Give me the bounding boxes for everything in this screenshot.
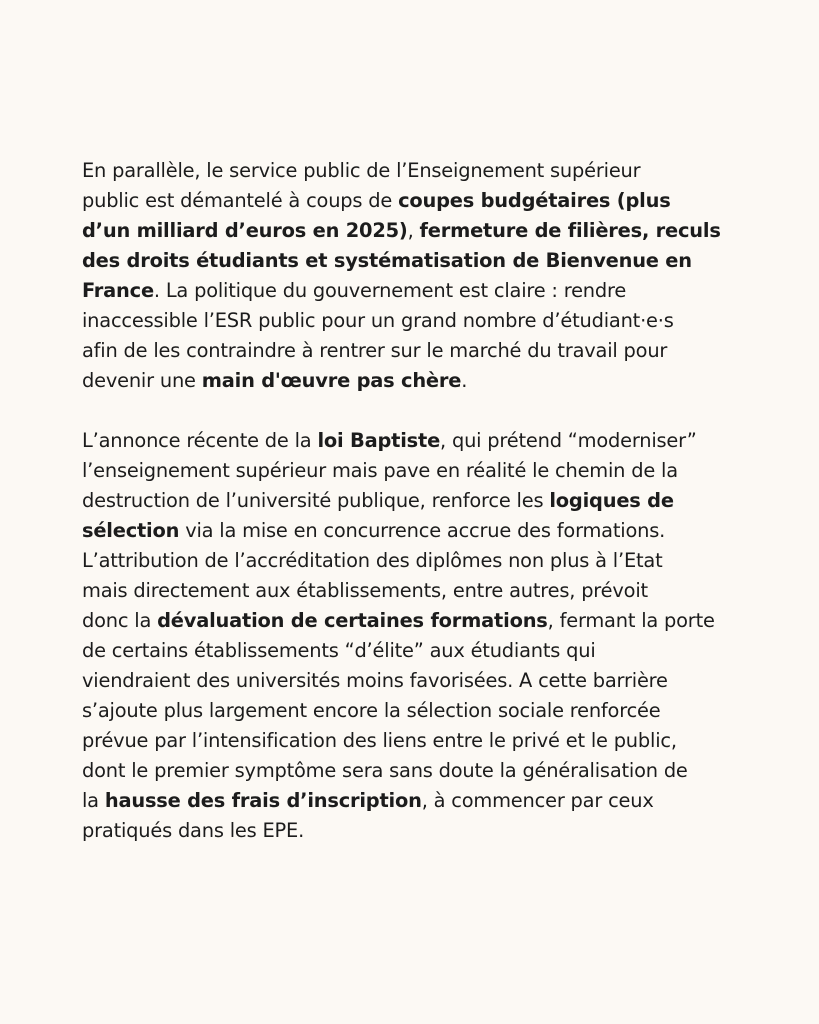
text-line — [82, 426, 742, 456]
text-run: prévue par l’intensification des liens entre le privé et le public, — [82, 729, 677, 752]
text-run: dont le premier symptôme sera sans doute la généralisation de — [82, 759, 688, 782]
text-run: , qui prétend “moderniser” — [440, 429, 697, 452]
paragraph — [82, 426, 742, 846]
text-run: devenir une — [82, 369, 202, 392]
bold-phrase: des droits étudiants et systématisation de Bienvenue en — [82, 249, 692, 272]
text-line — [82, 246, 742, 276]
text-line — [82, 696, 742, 726]
text-line — [82, 636, 742, 666]
text-line — [82, 606, 742, 636]
text-run: via la mise en concurrence accrue des formations. — [179, 519, 666, 542]
text-line — [82, 756, 742, 786]
text-run: destruction de l’université publique, renforce les — [82, 489, 550, 512]
text-line — [82, 816, 742, 846]
text-run: L’attribution de l’accréditation des diplômes non plus à l’Etat — [82, 549, 663, 572]
bold-phrase: loi Baptiste — [317, 429, 441, 452]
article-body — [82, 156, 742, 876]
bold-phrase: logiques de — [549, 489, 674, 512]
text-run: inaccessible l’ESR public pour un grand nombre d’étudiant·e·s — [82, 309, 674, 332]
text-line — [82, 576, 742, 606]
text-run: . — [461, 369, 468, 392]
paragraph — [82, 156, 742, 396]
bold-phrase: hausse des frais d’inscription — [104, 789, 422, 812]
text-run: de certains établissements “d’élite” aux étudiants qui — [82, 639, 596, 662]
bold-phrase: sélection — [82, 519, 180, 542]
text-line — [82, 546, 742, 576]
text-line — [82, 306, 742, 336]
text-line — [82, 486, 742, 516]
text-run: . La politique du gouvernement est claire : rendre — [153, 279, 627, 302]
bold-phrase: France — [82, 279, 154, 302]
text-run: mais directement aux établissements, entre autres, prévoit — [82, 579, 648, 602]
text-line — [82, 456, 742, 486]
bold-phrase: dévaluation de certaines formations — [157, 609, 548, 632]
text-line — [82, 366, 742, 396]
bold-phrase: main d'œuvre pas chère — [201, 369, 462, 392]
text-run: afin de les contraindre à rentrer sur le marché du travail pour — [82, 339, 668, 362]
text-line — [82, 786, 742, 816]
text-line — [82, 276, 742, 306]
text-run: public est démantelé à coups de — [82, 189, 399, 212]
text-line — [82, 216, 742, 246]
text-run: En parallèle, le service public de l’Enseignement supérieur — [82, 159, 641, 182]
text-run: , fermant la porte — [547, 609, 715, 632]
text-line — [82, 186, 742, 216]
text-run: donc la — [82, 609, 158, 632]
text-line — [82, 726, 742, 756]
text-run: pratiqués dans les EPE. — [82, 819, 305, 842]
text-run: viendraient des universités moins favorisées. A cette barrière — [82, 669, 668, 692]
text-run: , à commencer par ceux — [421, 789, 654, 812]
bold-phrase: d’un milliard d’euros en 2025) — [82, 219, 408, 242]
text-run: l’enseignement supérieur mais pave en réalité le chemin de la — [82, 459, 678, 482]
text-line — [82, 516, 742, 546]
text-line — [82, 336, 742, 366]
text-run: s’ajoute plus largement encore la sélection sociale renforcée — [82, 699, 661, 722]
bold-phrase: fermeture de filières, reculs — [419, 219, 721, 242]
bold-phrase: coupes budgétaires (plus — [398, 189, 671, 212]
text-run: L’annonce récente de la — [82, 429, 318, 452]
text-line — [82, 156, 742, 186]
text-run: , — [407, 219, 420, 242]
text-run: la — [82, 789, 105, 812]
text-line — [82, 666, 742, 696]
